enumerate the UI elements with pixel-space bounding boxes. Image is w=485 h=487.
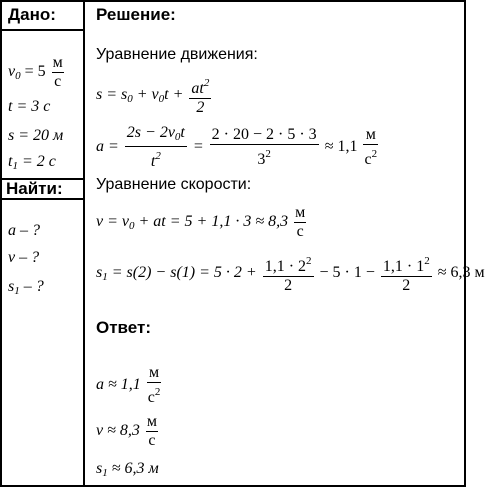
border-right bbox=[464, 0, 466, 487]
eq-speed-title: Уравнение скорости: bbox=[96, 176, 252, 193]
border-left bbox=[0, 0, 2, 487]
given-t1: $t_1 = 2$ с bbox=[8, 153, 56, 172]
answer-header: Ответ: bbox=[96, 318, 151, 337]
given-v0: $v_0 = 5$ $\frac{м}{с}$ bbox=[8, 54, 63, 90]
given-header: Дано: bbox=[8, 5, 56, 24]
eq-distance: $s_1 = s(2) - s(1) = 5 \cdot 2$ + $\frac{1,1 \cdot 2^2}{2}$ − 5 · 1 − $\frac{1,1 \cdot 1^2}{2}$ ≈ 6,3 м bbox=[96, 252, 485, 295]
column-divider bbox=[83, 0, 85, 487]
answer-s1: $s_1 \approx 6,3$ м bbox=[96, 460, 159, 479]
given-t: t = 3 с bbox=[8, 98, 51, 115]
find-header: Найти: bbox=[6, 179, 63, 198]
eq-speed: $v = v_0$ + at = 5 + 1,1 · 3 ≈ 8,3 $\frac{м}{с}$ bbox=[96, 204, 306, 240]
eq-motion: $s = s_0 + v_0t$ + $\frac{at^2}{2}$ bbox=[96, 74, 213, 117]
border-top bbox=[0, 0, 466, 2]
solution-header: Решение: bbox=[96, 5, 176, 24]
answer-a: a ≈ 1,1 $\frac{м}{с^2}$ bbox=[96, 364, 161, 406]
find-a: a – ? bbox=[8, 222, 40, 239]
find-s1: $s_1$ – ? bbox=[8, 278, 44, 297]
find-v: v – ? bbox=[8, 249, 40, 266]
eq-acceleration: a = $\frac{2s - 2v_0t}{t^2}$ = $\frac{2 \cdot 20 - 2 \cdot 5 \cdot 3}{3^2}$ ≈ 1,1 $\frac{м}{с^2}$ bbox=[96, 124, 378, 170]
eq-motion-title: Уравнение движения: bbox=[96, 46, 258, 63]
given-s: s = 20 м bbox=[8, 127, 64, 144]
given-header-divider bbox=[0, 29, 85, 31]
answer-v: v ≈ 8,3 $\frac{м}{с}$ bbox=[96, 413, 158, 449]
